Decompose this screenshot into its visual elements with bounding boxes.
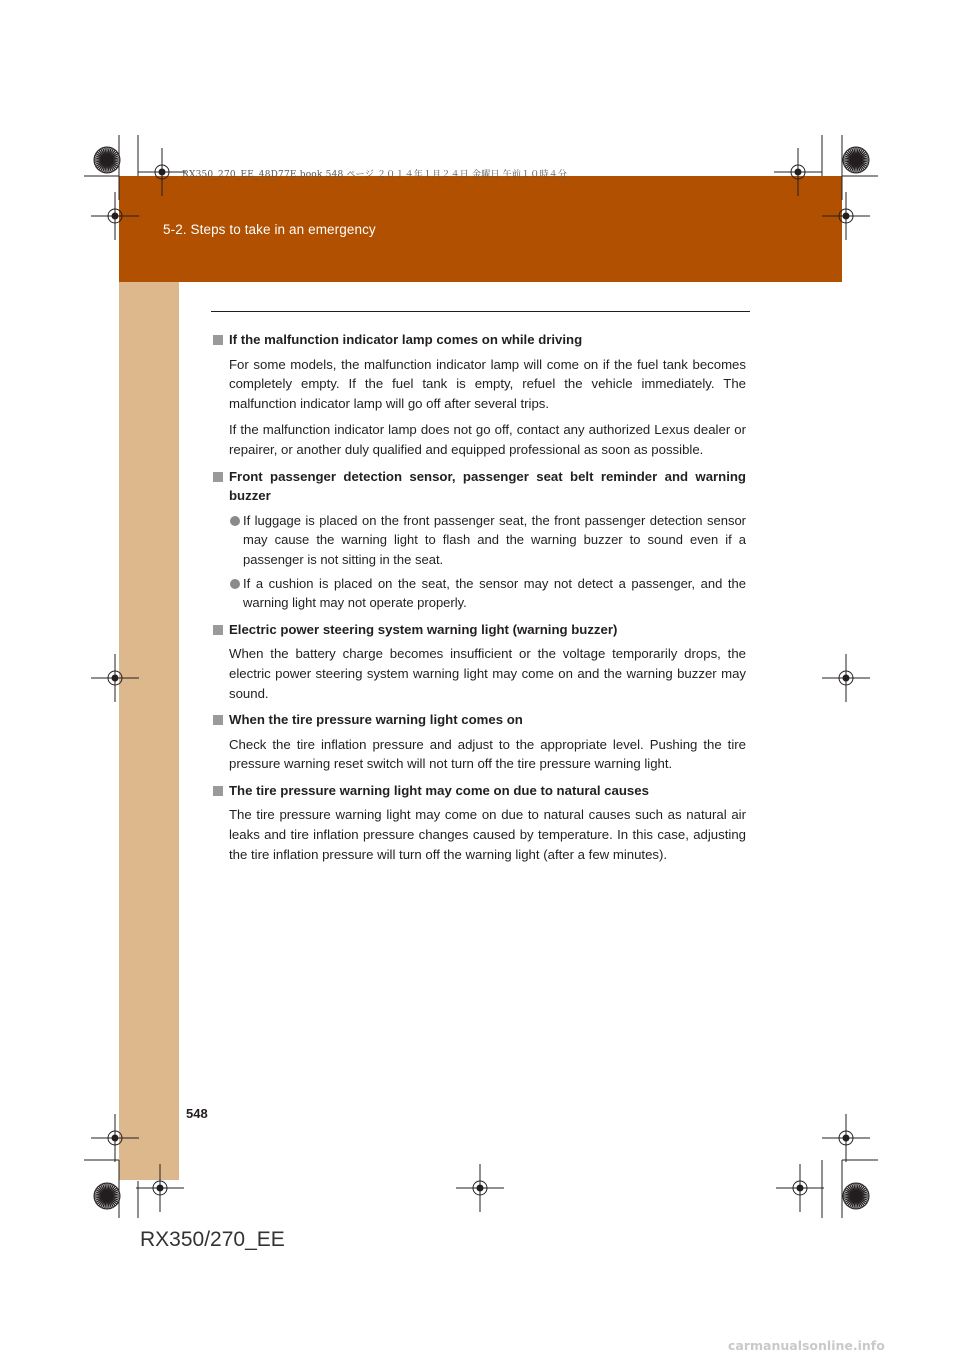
crosshair-icon bbox=[822, 1114, 870, 1162]
crosshair-icon bbox=[776, 1164, 824, 1212]
section-heading-text: The tire pressure warning light may come on due to natural causes bbox=[229, 782, 649, 798]
model-code: RX350/270_EE bbox=[140, 1228, 285, 1251]
crosshair-icon bbox=[91, 1114, 139, 1162]
starburst-icon bbox=[843, 1183, 869, 1209]
bullet-text: If a cushion is placed on the seat, the sensor may not detect a passenger, and the warning light may not operate properly. bbox=[243, 575, 746, 611]
starburst-icon bbox=[94, 1183, 120, 1209]
paragraph: If the malfunction indicator lamp does not go off, contact any authorized Lexus dealer or repairer, or another duly qualified and equipped professional as soon as possible. bbox=[229, 422, 746, 457]
bullet-text: If luggage is placed on the front passenger seat, the front passenger detection sensor may cause the warning light to flash and the warning buzzer to sound even if a passenger is not sitting in the seat. bbox=[243, 512, 746, 567]
paragraph: When the battery charge becomes insufficient or the voltage temporarily drops, the electric power steering system warning light may come on and the warning buzzer may sound. bbox=[229, 646, 746, 701]
crosshair-icon bbox=[822, 192, 870, 240]
crosshair-icon bbox=[91, 192, 139, 240]
paragraph: Check the tire inflation pressure and adjust to the appropriate level. Pushing the tire pressure warning reset switch will not turn off the tire pressure warning light. bbox=[229, 736, 746, 772]
section-title: 5-2. Steps to take in an emergency bbox=[163, 222, 376, 237]
paragraph: For some models, the malfunction indicator lamp will come on if the fuel tank becomes completely empty. If the fuel tank is empty, refuel the vehicle immediately. The malfunction indicator lamp will go off after several trips. bbox=[229, 356, 746, 411]
page-number: 548 bbox=[186, 1106, 208, 1121]
starburst-icon bbox=[843, 147, 869, 173]
paragraph: The tire pressure warning light may come on due to natural causes such as natural air leaks and tire inflation pressure changes caused by temperature. In this case, adjusting the tire inflation pressure will turn off the warning light (after a few minutes). bbox=[229, 807, 746, 862]
crosshair-icon bbox=[91, 654, 139, 702]
section-heading-text: Electric power steering system warning light (warning buzzer) bbox=[229, 621, 618, 637]
book-info: RX350_270_EE_48D77E.book 548 ページ ２０１４年１月２４日 金曜日 午前１０時４分 bbox=[182, 170, 568, 180]
section-heading-text: When the tire pressure warning light comes on bbox=[229, 712, 523, 728]
watermark: carmanualsonline.info bbox=[728, 1338, 885, 1353]
starburst-icon bbox=[94, 147, 120, 173]
crosshair-icon bbox=[456, 1164, 504, 1212]
section-heading-text: If the malfunction indicator lamp comes on while driving bbox=[229, 332, 583, 347]
section-heading-text: Front passenger detection sensor, passenger seat belt reminder and warning buzzer bbox=[229, 468, 746, 504]
crosshair-icon bbox=[774, 148, 822, 196]
crosshair-icon bbox=[138, 148, 186, 196]
crosshair-icon bbox=[136, 1164, 184, 1212]
crosshair-icon bbox=[822, 654, 870, 702]
